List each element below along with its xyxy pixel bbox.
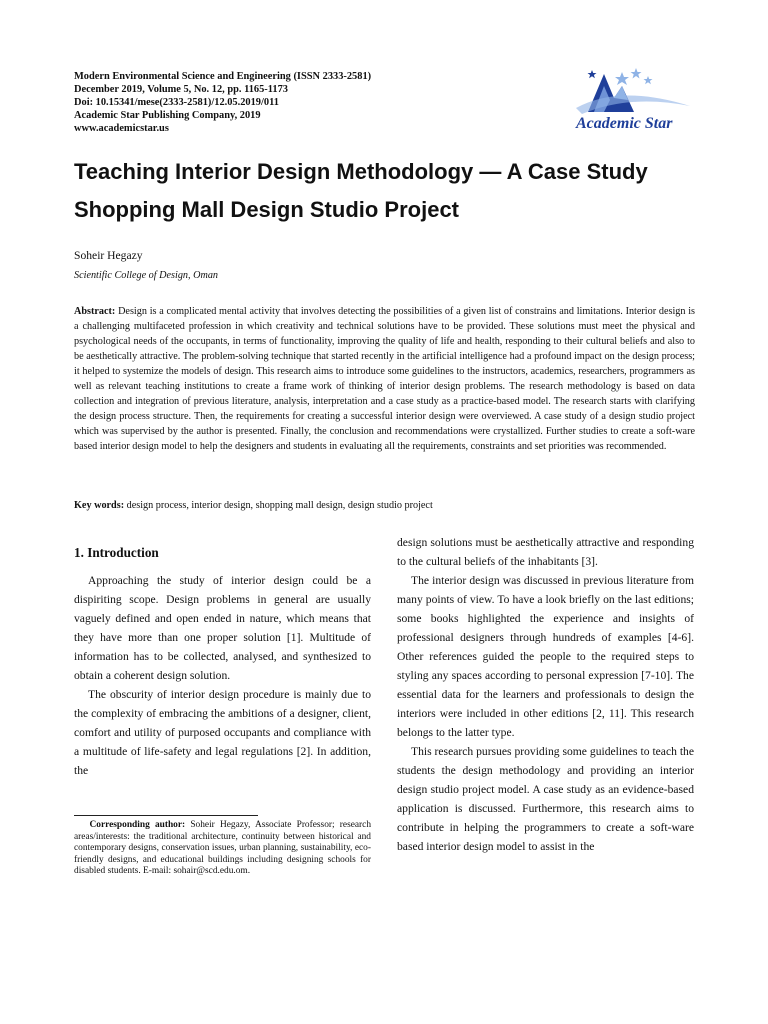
journal-name: Modern Environmental Science and Engineering (ISSN 2333-2581): [74, 71, 372, 82]
footnote-divider: [74, 815, 258, 816]
corresponding-author-footnote: [74, 820, 371, 878]
logo-text: Academic Star: [576, 115, 673, 132]
paragraph: The obscurity of interior design procedure is mainly due to the complexity of embracing the ambitions of a designer, client, comfort and utility of purposed occupants and compliance with a multitude of life-safety and legal regulations [2]. In addition, the: [74, 688, 371, 777]
keywords-text: design process, interior design, shopping mall design, design studio project: [126, 500, 433, 511]
paragraph: This research pursues providing some guidelines to teach the students the design methodology and providing an interior design studio project model. A case study as an evidence-based application is discussed. Furthermore, this research aims to contribute in helping the programmers to create a soft-ware based interior design model to assist in the: [397, 745, 694, 853]
paper-title-line-2: Shopping Mall Design Studio Project: [74, 197, 460, 222]
keywords: [74, 499, 695, 513]
academic-star-logo-icon: [570, 64, 698, 132]
footnote-label: Corresponding author:: [89, 820, 186, 830]
abstract-label: Abstract:: [74, 306, 116, 317]
paragraph: Approaching the study of interior design could be a dispiriting scope. Design problems in general are usually vaguely defined and open ended in nature, which means that they have more than one proper solution [1]. Multitude of information has to be collected, analysed, and synthesized to obtain a coherent design solution.: [74, 574, 371, 682]
right-column: [397, 533, 694, 856]
footnote-text: Soheir Hegazy, Associate Professor; research areas/interests: the traditional architecture, continuity between historical and contemporary designs, conservation issues, urban planning, sustainability, eco-friendly designs, and educational buildings including designing schools for disabled students. E-mail: sohair@scd.edu.om.: [74, 820, 372, 877]
section-heading-introduction: 1. Introduction: [74, 545, 159, 560]
paragraph: design solutions must be aesthetically attractive and responding to the cultural beliefs of the inhabitants [3].: [397, 536, 694, 568]
paper-title: [74, 153, 714, 229]
journal-publisher: Academic Star Publishing Company, 2019: [74, 110, 261, 121]
author-affiliation: Scientific College of Design, Oman: [74, 270, 219, 281]
left-column: [74, 540, 371, 780]
paper-title-line-1: Teaching Interior Design Methodology — A Case Study: [74, 159, 648, 184]
journal-info: [74, 70, 371, 135]
journal-issue: December 2019, Volume 5, No. 12, pp. 1165-1173: [74, 84, 288, 95]
journal-website[interactable]: www.academicstar.us: [74, 123, 169, 134]
abstract: [74, 304, 695, 454]
paragraph: The interior design was discussed in previous literature from many points of view. To have a look briefly on the last editions; some books highlighted the experience and insights of professional designers through hundreds of examples [4-6]. Other references guided the people to the required steps to styling any spaces according to personal expression [7-10]. The essential data for the learners and professionals to design the interiors were included in other editions [2, 11]. This research belongs to the latter type.: [397, 574, 694, 739]
author-name: Soheir Hegazy: [74, 249, 143, 262]
abstract-text: Design is a complicated mental activity that involves detecting the possibilities of a given list of constrains and limitations. Interior design is a challenging multifaceted profession in which creativity and technical solutions have to be provided. These solutions must meet the physical and psychological needs of the occupants, in terms of functionality, improving the quality of life and health, responding to their cultural beliefs and also to be aesthetically attractive. The problem-solving technique that started recently in the artificial intelligence had a profound impact on the design process; it helped to systemize the models of design. This research aims to introduce some guidelines to the instructors, academics, researchers, programmers as well as relevant teaching institutions to create a frame work of thinking of interior design problems. The research methodology is based on data collection and integration of previous literature, analysis, interpretation and a case study as a practice-based model. The research starts with clarifying the design process structure. Then, the requirements for creating a successful interior design were overviewed. A case study of a design studio project which was supervised by the author is presented. Finally, the conclusion and recommendations were crystallized. Further studies to create a soft-ware based interior design model to help the designers and students in evaluating all the requirements, constraints and set priorities was recommended.: [74, 306, 696, 452]
keywords-label: Key words:: [74, 500, 125, 511]
journal-doi: Doi: 10.15341/mese(2333-2581)/12.05.2019/011: [74, 97, 279, 108]
